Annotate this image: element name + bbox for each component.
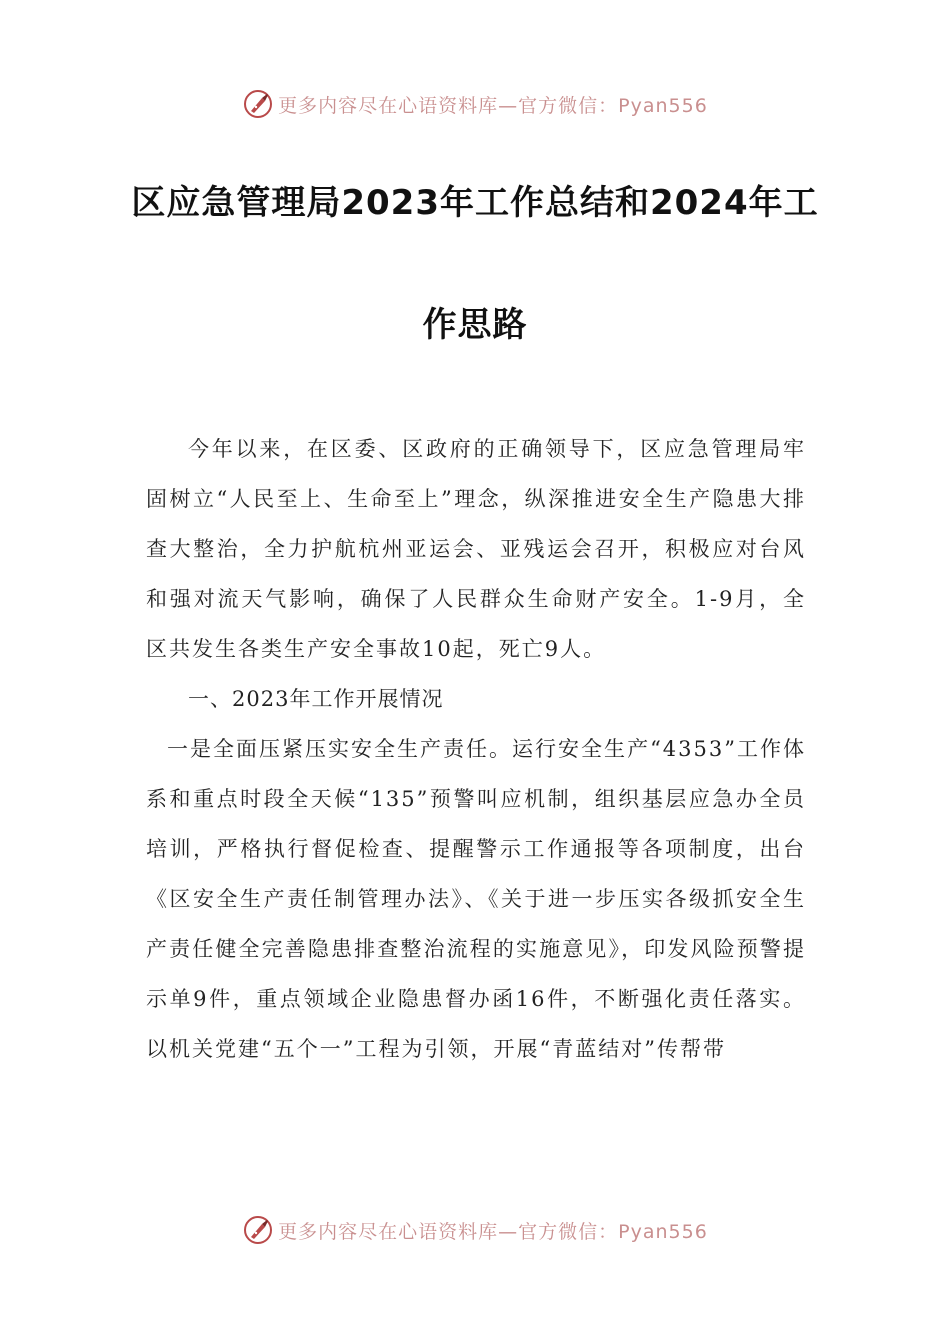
watermark-text: 更多内容尽在心语资料库—官方微信：Pyan556 — [278, 94, 708, 117]
document-title-line2: 作思路 — [422, 305, 528, 345]
section1-heading: 一、2023年工作开展情况 — [188, 687, 444, 711]
footer-watermark — [0, 1210, 950, 1250]
pen-nib-logo-icon — [242, 1214, 274, 1246]
watermark-text: 更多内容尽在心语资料库—官方微信：Pyan556 — [278, 1220, 708, 1243]
document-body — [146, 424, 806, 1074]
intro-paragraph: 今年以来，在区委、区政府的正确领导下，区应急管理局牢固树立“人民至上、生命至上”理念，纵深推进安全生产隐患大排查大整治，全力护航杭州亚运会、亚残运会召开，积极应对台风和强对流天气影响，确保了人民群众生命财产安全。1-9月，全区共发生各类生产安全事故10起，死亡9人。 — [146, 437, 806, 661]
document-title-line1: 区应急管理局2023年工作总结和2024年工 — [131, 183, 819, 223]
pen-nib-logo-icon — [242, 88, 274, 120]
header-watermark — [0, 84, 950, 124]
section1-paragraph1: 一是全面压紧压实安全生产责任。运行安全生产“4353”工作体系和重点时段全天候“135”预警叫应机制，组织基层应急办全员培训，严格执行督促检查、提醒警示工作通报等各项制度，出台《区安全生产责任制管理办法》、《关于进一步压实各级抓安全生产责任健全完善隐患排查整治流程的实施意见》，印发风险预警提示单9件，重点领域企业隐患督办函16件，不断强化责任落实。以机关党建“五个一”工程为引领，开展“青蓝结对”传帮带 — [146, 737, 806, 1061]
